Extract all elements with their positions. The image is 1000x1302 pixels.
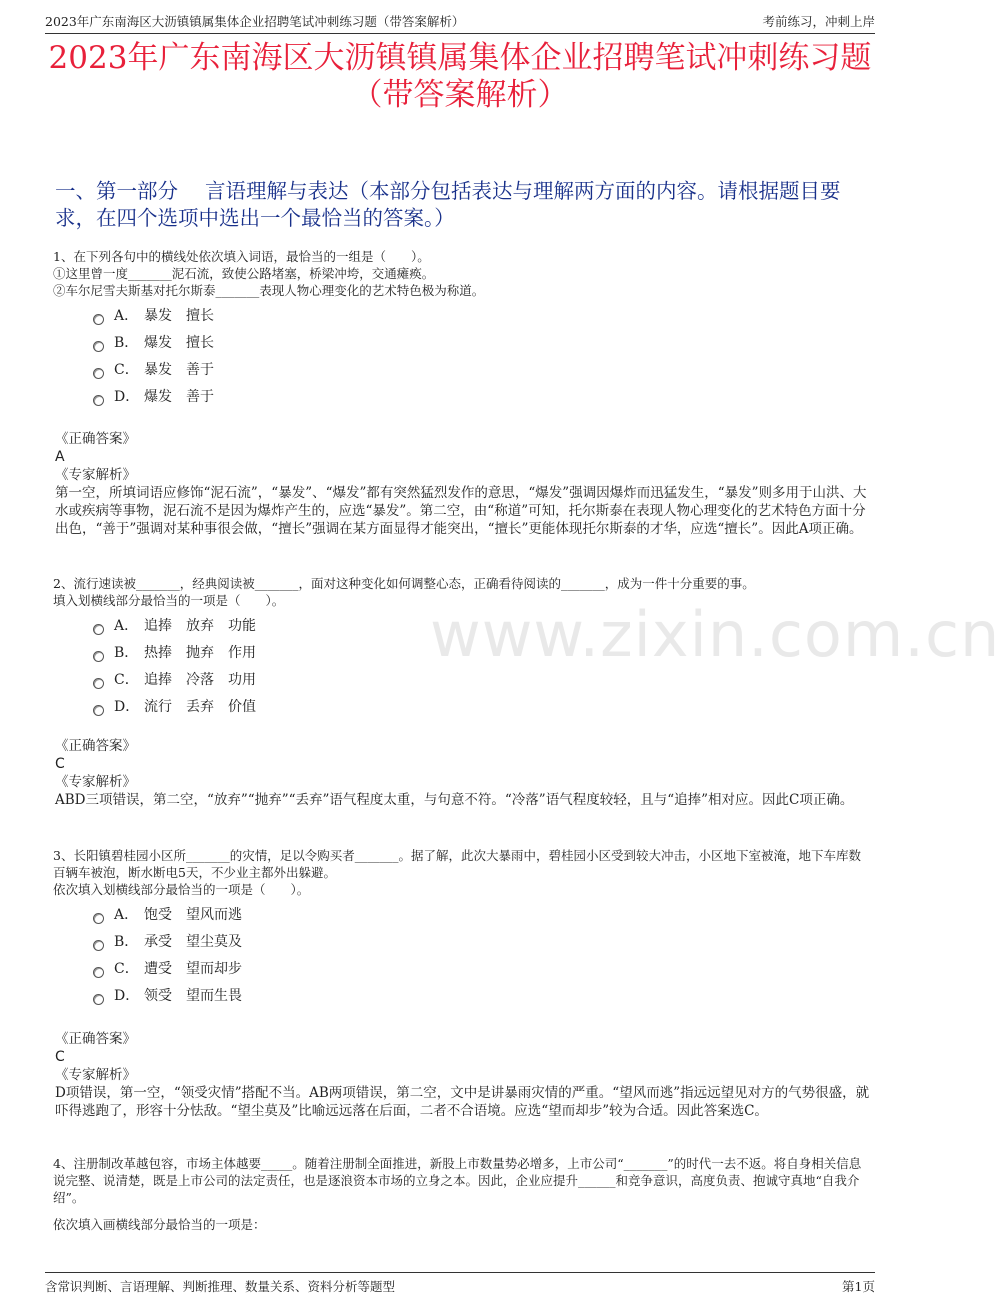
question-stem: 3、长阳镇碧桂园小区所_______的灾情，足以令购买者_______。据了解，此次大暴雨中，碧桂园小区受到较大冲击，小区地下室被淹，地下车库数百辆车被泡，断水断电5天，不少业主都外出躲避。 xyxy=(53,848,861,880)
option-letter: C． xyxy=(114,672,139,688)
analysis-label: 《专家解析》 xyxy=(55,1067,136,1083)
analysis-text: ABD三项错误，第二空，“放弃”“抛弃”“丢弃”语气程度太重，与句意不符。“冷落”语气程度较轻，且与“追捧”相对应。因此C项正确。 xyxy=(55,792,854,808)
radio-icon[interactable] xyxy=(93,678,104,689)
question-stem: 4、注册制改革越包容，市场主体越要_____。随着注册制全面推进，新股上市数量势必增多，上市公司“_______”的时代一去不返。将自身相关信息说完整、说清楚，既是上市公司的法定责任，也是逐浪资本市场的立身之本。因此，企业应提升______和竞争意识，高度负责、抱诚守真地“自我介绍”。 xyxy=(53,1156,862,1205)
radio-icon[interactable] xyxy=(93,967,104,978)
analysis-label: 《专家解析》 xyxy=(55,467,136,483)
footer-note: 含常识判断、言语理解、判断推理、数量关系、资料分析等题型 xyxy=(45,1279,396,1294)
option-a[interactable] xyxy=(53,902,872,929)
answer-label: 《正确答案》 xyxy=(55,738,136,754)
option-d[interactable] xyxy=(53,694,872,721)
page-footer xyxy=(45,1272,875,1295)
question-1 xyxy=(53,248,872,411)
radio-icon[interactable] xyxy=(93,395,104,406)
analysis-text: 第一空，所填词语应修饰“泥石流”，“暴发”、“爆发”都有突然猛烈发作的意思，“爆发”强调因爆炸而迅猛发生，“暴发”则多用于山洪、大水或疾病等事物，泥石流不是因为爆炸产生的，应选“暴发”。第二空，由“称道”可知，托尔斯泰在表现人物心理变化的艺术特色方面十分出色，“善于”强调对某种事很会做，“擅长”强调在某方面显得才能突出，“擅长”更能体现托尔斯泰的才华，应选“擅长”。因此A项正确。 xyxy=(55,485,867,537)
radio-icon[interactable] xyxy=(93,913,104,924)
option-text: 流行 丢弃 价值 xyxy=(144,699,256,715)
header-slogan: 考前练习，冲刺上岸 xyxy=(762,14,875,29)
option-b[interactable] xyxy=(53,330,872,357)
question-3 xyxy=(53,847,872,1010)
question-stem: 2、流行速读被_______，经典阅读被_______，面对这种变化如何调整心态，正确看待阅读的_______，成为一件十分重要的事。 xyxy=(53,576,755,591)
option-d[interactable] xyxy=(53,384,872,411)
option-text: 遭受 望而却步 xyxy=(144,961,242,977)
title-line-1: 2023年广东南海区大沥镇镇属集体企业招聘笔试冲刺练习题 xyxy=(48,40,872,76)
header-title: 2023年广东南海区大沥镇镇属集体企业招聘笔试冲刺练习题（带答案解析） xyxy=(45,14,465,29)
option-b[interactable] xyxy=(53,640,872,667)
option-letter: D． xyxy=(114,988,140,1004)
option-letter: B． xyxy=(114,645,139,661)
option-letter: C． xyxy=(114,961,139,977)
option-c[interactable] xyxy=(53,357,872,384)
option-letter: A． xyxy=(114,907,139,923)
option-text: 承受 望尘莫及 xyxy=(144,934,242,950)
option-text: 饱受 望风而逃 xyxy=(144,907,242,923)
option-text: 暴发 善于 xyxy=(144,362,214,378)
option-text: 爆发 擅长 xyxy=(144,335,214,351)
page-header xyxy=(45,8,875,34)
option-letter: D． xyxy=(114,389,140,405)
option-text: 追捧 放弃 功能 xyxy=(144,618,256,634)
question-prompt: 依次填入划横线部分最恰当的一项是（ ）。 xyxy=(53,882,310,897)
analysis-label: 《专家解析》 xyxy=(55,774,136,790)
radio-icon[interactable] xyxy=(93,994,104,1005)
answer-value: A xyxy=(55,449,65,465)
option-text: 领受 望而生畏 xyxy=(144,988,242,1004)
option-c[interactable] xyxy=(53,956,872,983)
question-2 xyxy=(53,575,872,721)
option-a[interactable] xyxy=(53,303,872,330)
radio-icon[interactable] xyxy=(93,368,104,379)
option-c[interactable] xyxy=(53,667,872,694)
radio-icon[interactable] xyxy=(93,705,104,716)
option-list xyxy=(53,303,872,411)
question-sentence: ①这里曾一度_______泥石流，致使公路堵塞，桥梁冲垮，交通瘫痪。 xyxy=(53,266,435,281)
title-line-2: （带答案解析） xyxy=(351,77,569,113)
option-text: 爆发 善于 xyxy=(144,389,214,405)
option-letter: B． xyxy=(114,934,139,950)
question-stem: 1、在下列各句中的横线处依次填入词语，最恰当的一组是（ ）。 xyxy=(53,249,430,264)
option-text: 追捧 冷落 功用 xyxy=(144,672,256,688)
option-text: 暴发 擅长 xyxy=(144,308,214,324)
answer-block-2 xyxy=(55,737,872,809)
radio-icon[interactable] xyxy=(93,314,104,325)
answer-value: C xyxy=(55,1049,65,1065)
question-sentence: ②车尔尼雪夫斯基对托尔斯泰_______表现人物心理变化的艺术特色极为称道。 xyxy=(53,283,485,298)
radio-icon[interactable] xyxy=(93,624,104,635)
section-heading: 一、第一部分 言语理解与表达（本部分包括表达与理解两方面的内容。请根据题目要求，在四个选项中选出一个最恰当的答案。） xyxy=(55,179,841,230)
option-text: 热捧 抛弃 作用 xyxy=(144,645,256,661)
option-letter: D． xyxy=(114,699,140,715)
option-list xyxy=(53,613,872,721)
option-d[interactable] xyxy=(53,983,872,1010)
question-prompt: 依次填入画横线部分最恰当的一项是： xyxy=(53,1217,266,1232)
option-list xyxy=(53,902,872,1010)
option-letter: A． xyxy=(114,308,139,324)
answer-label: 《正确答案》 xyxy=(55,1031,136,1047)
answer-value: C xyxy=(55,756,65,772)
page-number: 第1页 xyxy=(842,1279,875,1294)
option-a[interactable] xyxy=(53,613,872,640)
document-title xyxy=(0,40,920,114)
answer-block-1 xyxy=(55,430,872,538)
option-letter: C． xyxy=(114,362,139,378)
analysis-text: D项错误，第一空，“领受灾情”搭配不当。AB两项错误，第二空，文中是讲暴雨灾情的严重。“望风而逃”指远远望见对方的气势很盛，就吓得逃跑了，形容十分怯敌。“望尘莫及”比喻远远落在后面，二者不合语境。应选“望而却步”较为合适。因此答案选C。 xyxy=(55,1085,870,1119)
option-letter: B． xyxy=(114,335,139,351)
option-b[interactable] xyxy=(53,929,872,956)
answer-block-3 xyxy=(55,1030,872,1120)
option-letter: A． xyxy=(114,618,139,634)
watermark: www.zixin.com.cn xyxy=(430,598,1000,671)
question-4 xyxy=(53,1155,872,1233)
radio-icon[interactable] xyxy=(93,651,104,662)
radio-icon[interactable] xyxy=(93,341,104,352)
radio-icon[interactable] xyxy=(93,940,104,951)
question-prompt: 填入划横线部分最恰当的一项是（ ）。 xyxy=(53,593,285,608)
answer-label: 《正确答案》 xyxy=(55,431,136,447)
